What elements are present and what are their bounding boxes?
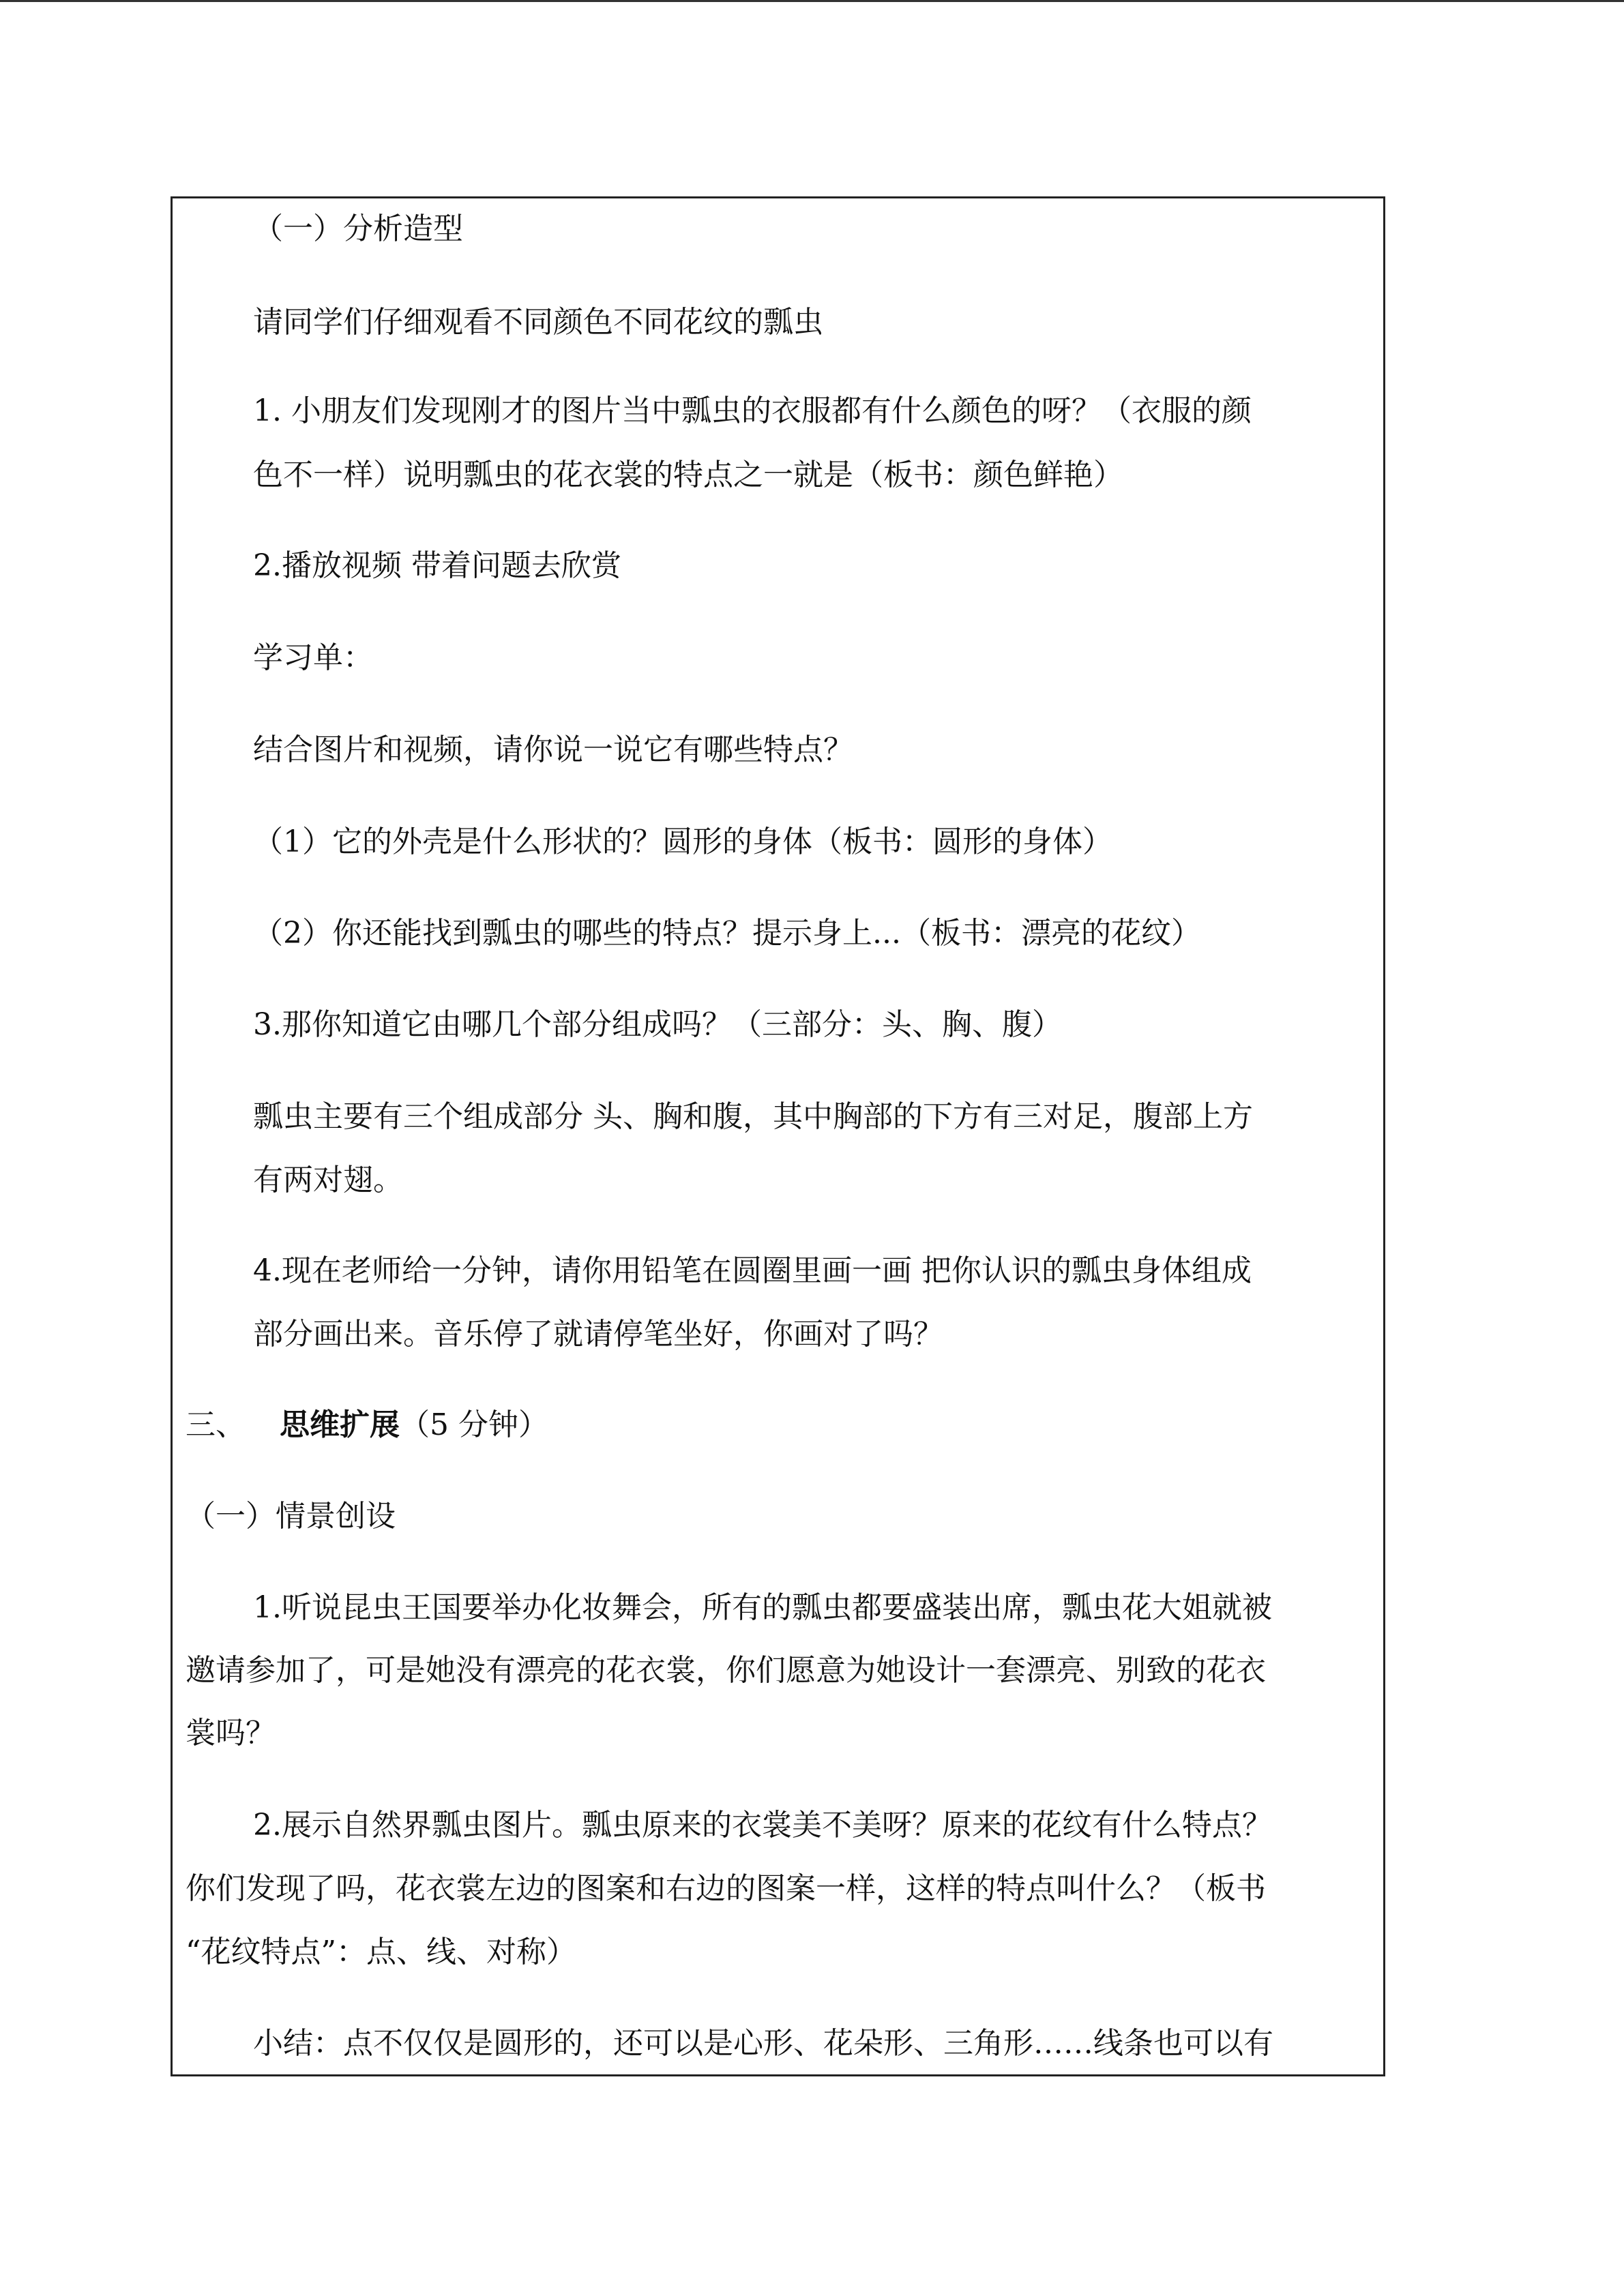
paragraph-item-2: 2.播放视频 带着问题去欣赏 (253, 548, 621, 583)
section-3-title: 思维扩展 (280, 1407, 400, 1442)
paragraph-scenario-2-line-2: 你们发现了吗，花衣裳左边的图案和右边的图案一样，这样的特点叫什么？（板书 (186, 1871, 1266, 1906)
paragraph-item-1-line-1: 1. 小朋友们发现刚才的图片当中瓢虫的衣服都有什么颜色的呀？（衣服的颜 (253, 393, 1252, 428)
paragraph-body-parts-line-2: 有两对翅。 (253, 1163, 403, 1197)
paragraph-scenario-1-line-3: 裳吗？ (186, 1716, 276, 1750)
worksheet-label: 学习单： (253, 640, 373, 675)
section-3-number: 三、 (186, 1407, 246, 1442)
subheading-analyze-shape: （一）分析造型 (253, 211, 463, 246)
paragraph-observe-ladybugs: 请同学们仔细观看不同颜色不同花纹的瓢虫 (253, 305, 823, 340)
paragraph-scenario-2-line-3: “花纹特点”：点、线、对称） (186, 1935, 576, 1969)
paragraph-body-parts-line-1: 瓢虫主要有三个组成部分 头、胸和腹，其中胸部的下方有三对足，腹部上方 (253, 1099, 1253, 1134)
paragraph-scenario-1-line-2: 邀请参加了，可是她没有漂亮的花衣裳，你们愿意为她设计一套漂亮、别致的花衣 (186, 1653, 1266, 1688)
paragraph-summary: 小结：点不仅仅是圆形的，还可以是心形、花朵形、三角形……线条也可以有 (253, 2026, 1273, 2061)
paragraph-item-4-line-2: 部分画出来。音乐停了就请停笔坐好，你画对了吗？ (253, 1317, 943, 1352)
worksheet-sub-1: （1）它的外壳是什么形状的？圆形的身体（板书：圆形的身体） (253, 824, 1112, 859)
subheading-scenario: （一）情景创设 (186, 1499, 396, 1534)
worksheet-question: 结合图片和视频，请你说一说它有哪些特点？ (253, 732, 853, 767)
section-3-time: （5 分钟） (400, 1407, 548, 1442)
paragraph-item-1-line-2: 色不一样）说明瓢虫的花衣裳的特点之一就是（板书：颜色鲜艳） (253, 458, 1123, 492)
paragraph-item-4-line-1: 4.现在老师给一分钟，请你用铅笔在圆圈里画一画 把你认识的瓢虫身体组成 (253, 1253, 1252, 1288)
page-top-border (0, 0, 1624, 2)
paragraph-scenario-2-line-1: 2.展示自然界瓢虫图片。瓢虫原来的衣裳美不美呀？原来的花纹有什么特点？ (253, 1808, 1272, 1843)
paragraph-item-3: 3.那你知道它由哪几个部分组成吗？（三部分：头、胸、腹） (253, 1007, 1062, 1042)
section-3-heading (186, 1405, 548, 1446)
worksheet-sub-2: （2）你还能找到瓢虫的哪些的特点？提示身上...（板书：漂亮的花纹） (253, 916, 1201, 951)
paragraph-scenario-1-line-1: 1.听说昆虫王国要举办化妆舞会，所有的瓢虫都要盛装出席，瓢虫花大姐就被 (253, 1590, 1272, 1625)
